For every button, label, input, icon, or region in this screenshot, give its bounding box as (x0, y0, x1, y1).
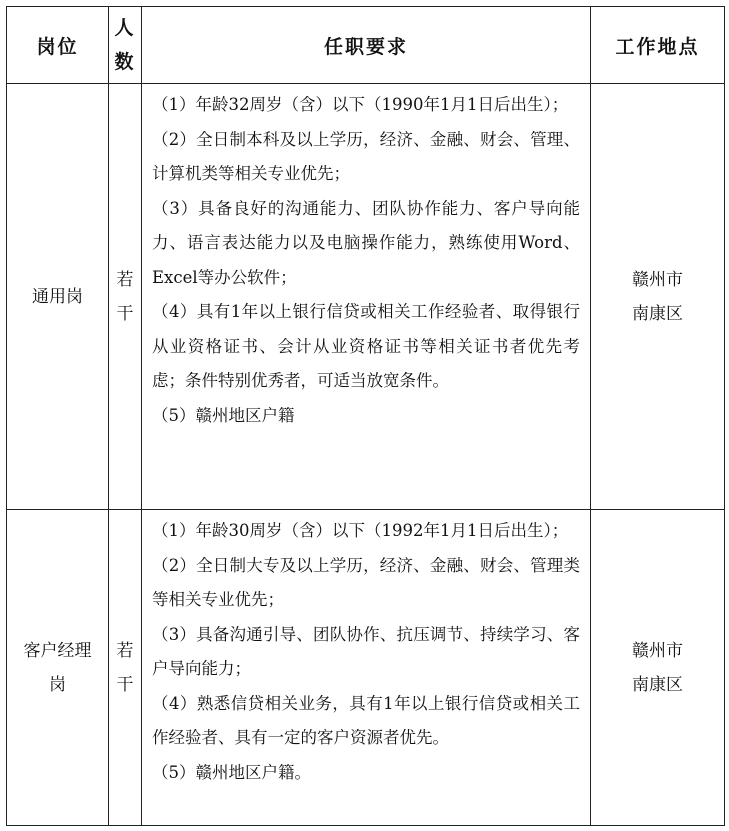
requirement-item: （3）具备沟通引导、团队协作、抗压调节、持续学习、客户导向能力； (152, 624, 580, 678)
requirement-item: （4）熟悉信贷相关业务，具有1年以上银行信贷或相关工作经验者、具有一定的客户资源者优先。 (152, 693, 580, 747)
row-location-line2: 南康区 (632, 674, 683, 695)
row-location-line1: 赣州市 (632, 269, 683, 290)
header-count-line1: 人 (114, 17, 136, 39)
requirement-item: （2）全日制本科及以上学历，经济、金融、财会、管理、计算机类等相关专业优先； (152, 129, 580, 183)
table-row (7, 510, 725, 826)
row-location (591, 510, 725, 826)
row-location-line1: 赣州市 (632, 640, 683, 661)
row-count-line1: 若 (116, 269, 134, 290)
row-requirements (142, 510, 591, 826)
job-requirements-table (6, 6, 725, 826)
table-row (7, 84, 725, 510)
row-count (109, 84, 142, 510)
row-count (109, 510, 142, 826)
requirement-item: （2）全日制大专及以上学历，经济、金融、财会、管理类等相关专业优先； (152, 555, 580, 609)
header-count-line2: 数 (114, 51, 136, 73)
row-count-line2: 干 (116, 303, 134, 324)
row-count-line1: 若 (116, 640, 134, 661)
requirement-item: （4）具有1年以上银行信贷或相关工作经验者、取得银行从业资格证书、会计从业资格证书等相关证书者优先考虑；条件特别优秀者，可适当放宽条件。 (152, 302, 580, 390)
row-position-line2: 岗 (49, 674, 66, 695)
header-requirements: 任职要求 (142, 7, 591, 84)
row-requirements (142, 84, 591, 510)
requirement-item: （1）年龄30周岁（含）以下（1992年1月1日后出生）； (152, 521, 569, 540)
row-count-line2: 干 (116, 674, 134, 695)
requirement-item: （5）赣州地区户籍 (152, 405, 295, 425)
table-header-row (7, 7, 725, 84)
requirement-item: （3）具备良好的沟通能力、团队协作能力、客户导向能力、语言表达能力以及电脑操作能力，熟练使用Word、Excel等办公软件； (152, 198, 580, 287)
header-position: 岗位 (7, 7, 109, 84)
requirement-item: （1）年龄32周岁（含）以下（1990年1月1日后出生）； (152, 95, 569, 114)
row-position-line1: 客户经理 (23, 640, 92, 661)
header-count (109, 7, 142, 84)
row-position (7, 510, 109, 826)
row-position: 通用岗 (7, 84, 109, 510)
row-location (591, 84, 725, 510)
requirement-item: （5）赣州地区户籍。 (152, 762, 311, 782)
row-location-line2: 南康区 (632, 303, 683, 324)
header-location: 工作地点 (591, 7, 725, 84)
